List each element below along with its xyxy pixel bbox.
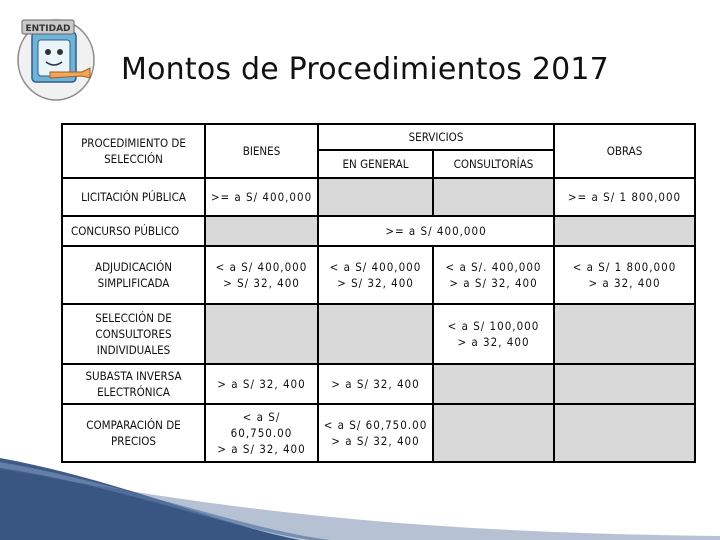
header-consultorias: CONSULTORÍAS xyxy=(433,150,554,178)
empty-cell xyxy=(554,364,695,404)
logo-text: ENTIDAD xyxy=(25,24,71,34)
empty-cell xyxy=(205,304,318,364)
header-obras: OBRAS xyxy=(554,124,695,178)
row-label-concurso: CONCURSO PÚBLICO xyxy=(62,216,205,246)
comparacion-general: < a S/ 60,750.00 > a S/ 32, 400 xyxy=(318,404,433,462)
seleccion-consultorias: < a S/ 100,000 > a 32, 400 xyxy=(433,304,554,364)
header-servicios: SERVICIOS xyxy=(318,124,554,150)
adjudicacion-consultorias: < a S/. 400,000 > a S/ 32, 400 xyxy=(433,246,554,304)
table-row xyxy=(62,216,695,246)
header-bienes: BIENES xyxy=(205,124,318,178)
empty-cell xyxy=(433,364,554,404)
empty-cell xyxy=(554,304,695,364)
header-general: EN GENERAL xyxy=(318,150,433,178)
adjudicacion-obras: < a S/ 1 800,000 > a 32, 400 xyxy=(554,246,695,304)
subasta-bienes: > a S/ 32, 400 xyxy=(205,364,318,404)
table-row xyxy=(62,364,695,404)
empty-cell xyxy=(318,304,433,364)
concurso-servicios: >= a S/ 400,000 xyxy=(318,216,554,246)
slide-title: Montos de Procedimientos 2017 xyxy=(121,52,609,87)
decorative-swoosh xyxy=(0,440,720,540)
adjudicacion-general: < a S/ 400,000 > S/ 32, 400 xyxy=(318,246,433,304)
empty-cell xyxy=(554,216,695,246)
empty-cell xyxy=(433,178,554,216)
row-label-adjudicacion: ADJUDICACIÓN SIMPLIFICADA xyxy=(62,246,205,304)
empty-cell xyxy=(318,178,433,216)
comparacion-bienes: < a S/ 60,750.00 > a S/ 32, 400 xyxy=(205,404,318,462)
row-label-seleccion: SELECCIÓN DE CONSULTORES INDIVIDUALES xyxy=(62,304,205,364)
row-label-comparacion: COMPARACIÓN DE PRECIOS xyxy=(62,404,205,462)
empty-cell xyxy=(205,216,318,246)
adjudicacion-bienes: < a S/ 400,000 > S/ 32, 400 xyxy=(205,246,318,304)
subasta-general: > a S/ 32, 400 xyxy=(318,364,433,404)
licitacion-obras: >= a S/ 1 800,000 xyxy=(554,178,695,216)
header-procedimiento: PROCEDIMIENTO DE SELECCIÓN xyxy=(62,124,205,178)
row-label-licitacion: LICITACIÓN PÚBLICA xyxy=(62,178,205,216)
licitacion-bienes: >= a S/ 400,000 xyxy=(205,178,318,216)
procedures-table xyxy=(61,123,696,463)
table-row xyxy=(62,246,695,304)
row-label-subasta: SUBASTA INVERSA ELECTRÓNICA xyxy=(62,364,205,404)
table-row xyxy=(62,304,695,364)
table-row xyxy=(62,178,695,216)
